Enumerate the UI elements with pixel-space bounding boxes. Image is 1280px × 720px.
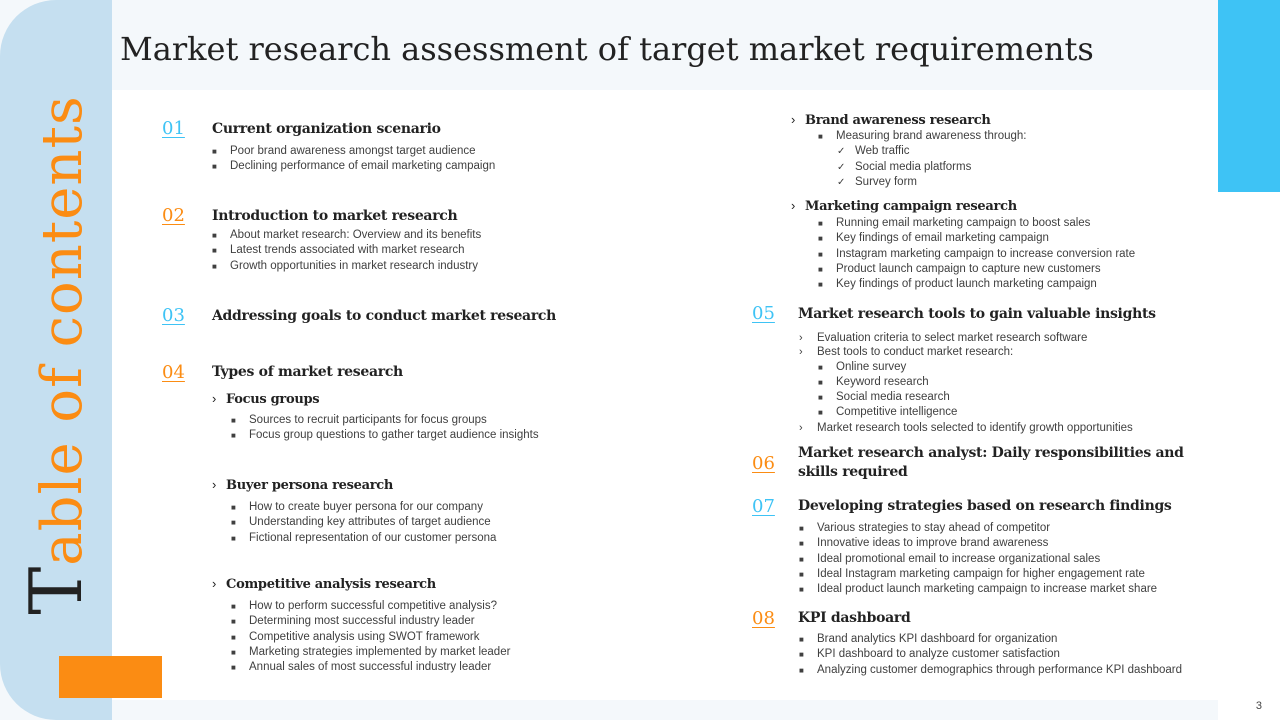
list-item: ■ Various strategies to stay ahead of competitor: [799, 521, 1157, 536]
chevron-right-icon: ›: [799, 332, 803, 344]
chevron-right-icon: ›: [791, 112, 796, 127]
item-number-05: 05: [752, 303, 775, 324]
list-item: ✓ Social media platforms: [818, 160, 1027, 175]
square-bullet-icon: ■: [818, 408, 823, 418]
subsection-marketing-campaign: › Marketing campaign research: [791, 198, 1017, 214]
side-title-rest: able of contents: [30, 95, 95, 566]
square-bullet-icon: ■: [231, 533, 236, 543]
list-item: ■ Ideal Instagram marketing campaign for higher engagement rate: [799, 567, 1157, 582]
check-icon: ✓: [837, 176, 846, 188]
list-item: ■ Competitive intelligence: [799, 405, 1133, 420]
orange-accent-block: [59, 656, 162, 698]
chevron-right-icon: ›: [212, 576, 217, 591]
square-bullet-icon: ■: [818, 280, 823, 290]
list-item: ■ Keyword research: [799, 375, 1133, 390]
list-item: ■ Running email marketing campaign to boost sales: [818, 216, 1135, 231]
item-07-bullets: [799, 521, 1157, 597]
square-bullet-icon: ■: [231, 416, 236, 425]
competitive-analysis-bullets: [231, 599, 510, 675]
check-icon: ✓: [837, 161, 846, 173]
list-item: ■ Understanding key attributes of target audience: [231, 515, 496, 530]
list-item: ■ Growth opportunities in market research industry: [212, 259, 481, 274]
subsection-competitive-analysis: › Competitive analysis research: [212, 576, 436, 592]
list-item: ■ Poor brand awareness amongst target audience: [212, 144, 495, 159]
list-item: › Evaluation criteria to select market research software: [799, 332, 1088, 344]
item-08-bullets: [799, 632, 1182, 678]
square-bullet-icon: ■: [212, 261, 217, 271]
check-icon: ✓: [837, 146, 846, 158]
square-bullet-icon: ■: [231, 663, 236, 673]
item-01-bullets: [212, 144, 495, 175]
item-02-bullets: [212, 228, 481, 274]
square-bullet-icon: ■: [799, 524, 804, 533]
square-bullet-icon: ■: [231, 503, 236, 512]
square-bullet-icon: ■: [818, 377, 823, 387]
list-item: ■ Analyzing customer demographics through performance KPI dashboard: [799, 663, 1182, 678]
square-bullet-icon: ■: [231, 617, 236, 627]
item-number-01: 01: [162, 118, 185, 139]
list-item: ■ Product launch campaign to capture new customers: [818, 262, 1135, 277]
square-bullet-icon: ■: [231, 647, 236, 657]
item-number-03: 03: [162, 305, 185, 326]
marketing-campaign-bullets: [818, 216, 1135, 292]
square-bullet-icon: ■: [799, 569, 804, 579]
item-05-bullets: [799, 331, 1133, 435]
square-bullet-icon: ■: [799, 554, 804, 564]
page-number: 3: [1255, 700, 1262, 712]
item-title-02: Introduction to market research: [212, 208, 458, 224]
list-item: ■ Ideal promotional email to increase organizational sales: [799, 552, 1157, 567]
square-bullet-icon: ■: [818, 393, 823, 403]
square-bullet-icon: ■: [799, 650, 804, 660]
square-bullet-icon: ■: [212, 147, 217, 156]
side-title: [14, 95, 98, 614]
item-title-07: Developing strategies based on research findings: [798, 498, 1172, 514]
square-bullet-icon: ■: [231, 518, 236, 528]
buyer-persona-bullets: [231, 500, 496, 546]
brand-awareness-bullets: [818, 129, 1027, 190]
chevron-right-icon: ›: [791, 198, 796, 213]
square-bullet-icon: ■: [212, 246, 217, 256]
square-bullet-icon: ■: [799, 665, 804, 675]
square-bullet-icon: ■: [799, 585, 804, 595]
list-item: ■ Fictional representation of our customer persona: [231, 531, 496, 546]
list-item: ■ Key findings of product launch marketing campaign: [818, 277, 1135, 292]
item-title-04: Types of market research: [212, 364, 403, 380]
square-bullet-icon: ■: [818, 234, 823, 244]
list-item: ■ Innovative ideas to improve brand awareness: [799, 536, 1157, 551]
chevron-right-icon: ›: [799, 421, 803, 434]
square-bullet-icon: ■: [231, 431, 236, 441]
square-bullet-icon: ■: [799, 539, 804, 549]
item-title-06: Market research analyst: Daily responsibilities and skills required: [798, 445, 1184, 480]
square-bullet-icon: ■: [212, 162, 217, 172]
square-bullet-icon: ■: [818, 219, 823, 228]
square-bullet-icon: ■: [818, 132, 823, 141]
list-item: ■ About market research: Overview and its benefits: [212, 228, 481, 243]
list-item: ■ Focus group questions to gather target audience insights: [231, 428, 539, 443]
square-bullet-icon: ■: [799, 635, 804, 644]
item-title-08: KPI dashboard: [798, 610, 911, 626]
item-number-04: 04: [162, 362, 185, 383]
subsection-focus-groups: › Focus groups: [212, 391, 320, 407]
list-item: ■ How to create buyer persona for our company: [231, 500, 496, 515]
square-bullet-icon: ■: [212, 231, 217, 240]
item-number-02: 02: [162, 205, 185, 226]
item-title-03: Addressing goals to conduct market research: [212, 308, 557, 324]
chevron-right-icon: ›: [799, 346, 803, 359]
list-item: ■ Annual sales of most successful industry leader: [231, 660, 510, 675]
list-item: ✓ Web traffic: [818, 144, 1027, 159]
side-title-cap: T: [14, 565, 98, 615]
list-item: ■ Online survey: [799, 360, 1133, 375]
item-title-05: Market research tools to gain valuable insights: [798, 306, 1156, 322]
cyan-accent-block: [1218, 0, 1280, 192]
list-item: ■ Sources to recruit participants for focus groups: [231, 413, 539, 428]
chevron-right-icon: ›: [212, 391, 217, 406]
list-item: ■ KPI dashboard to analyze customer satisfaction: [799, 647, 1182, 662]
list-item: ■ Brand analytics KPI dashboard for organization: [799, 632, 1182, 647]
item-title-01: Current organization scenario: [212, 121, 441, 137]
list-item: ■ Latest trends associated with market research: [212, 243, 481, 258]
list-item: ■ Social media research: [799, 390, 1133, 405]
list-item: ■ Instagram marketing campaign to increase conversion rate: [818, 247, 1135, 262]
item-number-06: 06: [752, 453, 775, 474]
list-item: ■ Key findings of email marketing campaign: [818, 231, 1135, 246]
list-item: › Market research tools selected to identify growth opportunities: [799, 421, 1133, 434]
list-item: ■ Measuring brand awareness through:: [818, 129, 1027, 144]
square-bullet-icon: ■: [818, 264, 823, 274]
square-bullet-icon: ■: [818, 362, 823, 372]
right-panel: [1218, 192, 1280, 720]
square-bullet-icon: ■: [231, 602, 236, 611]
square-bullet-icon: ■: [818, 249, 823, 259]
list-item: › Best tools to conduct market research:: [799, 346, 1014, 359]
item-number-08: 08: [752, 608, 775, 629]
list-item: ■ Ideal product launch marketing campaign to increase market share: [799, 582, 1157, 597]
list-item: ■ Marketing strategies implemented by market leader: [231, 645, 510, 660]
square-bullet-icon: ■: [231, 632, 236, 642]
list-item: ■ Declining performance of email marketing campaign: [212, 159, 495, 174]
list-item: ✓ Survey form: [818, 175, 1027, 190]
list-item: ■ Determining most successful industry leader: [231, 614, 510, 629]
list-item: ■ Competitive analysis using SWOT framework: [231, 630, 510, 645]
subsection-buyer-persona: › Buyer persona research: [212, 477, 394, 493]
item-number-07: 07: [752, 496, 775, 517]
subsection-brand-awareness: › Brand awareness research: [791, 112, 991, 128]
focus-groups-bullets: [231, 413, 539, 444]
list-item: ■ How to perform successful competitive analysis?: [231, 599, 510, 614]
slide-title: Market research assessment of target market requirements: [120, 30, 1094, 68]
chevron-right-icon: ›: [212, 477, 217, 492]
